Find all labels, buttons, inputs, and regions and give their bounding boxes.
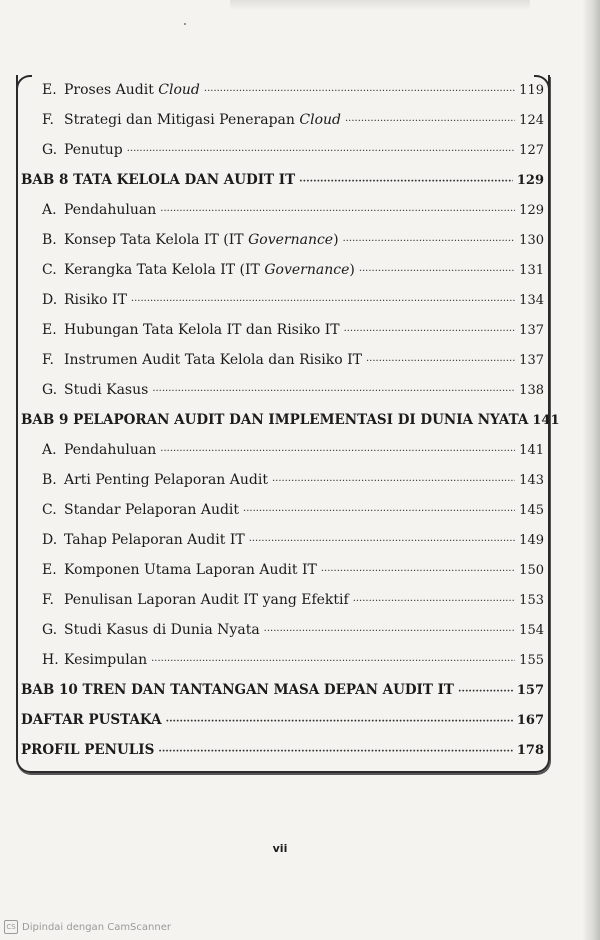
toc-section-row (20, 225, 544, 255)
toc-title-text: Kesimpulan (64, 652, 148, 668)
toc-page-number: 137 (519, 323, 544, 338)
toc-section-letter: F. (42, 592, 54, 608)
toc-leader-dots (299, 165, 513, 195)
toc-title-text: Hubungan Tata Kelola IT dan Risiko IT (64, 322, 340, 338)
toc-title-text: Risiko IT (64, 292, 127, 308)
toc-chapter-row (20, 675, 544, 705)
toc-section-letter: G. (42, 622, 58, 638)
toc-title-text: Pendahuluan (64, 202, 157, 218)
toc-entry-title (64, 555, 317, 585)
toc-leader-dots (272, 465, 515, 495)
toc-leader-dots (158, 735, 513, 765)
toc-entry-title (64, 495, 239, 525)
toc-section-row (20, 495, 544, 525)
table-of-contents (20, 75, 560, 765)
toc-page-number: 178 (516, 743, 544, 758)
toc-entry-title (64, 345, 362, 375)
toc-entry-title (21, 675, 454, 705)
toc-entry-title (64, 315, 340, 345)
toc-leader-dots (264, 615, 516, 645)
toc-section-letter: E. (42, 322, 57, 338)
toc-entry-title (64, 375, 148, 405)
toc-section-letter: B. (42, 472, 57, 488)
toc-section-row (20, 465, 544, 495)
toc-section-row (20, 195, 544, 225)
toc-section-letter: A. (42, 202, 57, 218)
toc-entry-title (21, 405, 528, 435)
toc-section-row (20, 375, 544, 405)
toc-leader-dots (249, 525, 515, 555)
toc-chapter-row (20, 705, 544, 735)
toc-page-number: 150 (519, 563, 544, 578)
toc-entry-title (64, 615, 260, 645)
toc-leader-dots (359, 255, 515, 285)
toc-page-number: 143 (519, 473, 544, 488)
toc-section-letter: C. (42, 502, 57, 518)
toc-section-row (20, 255, 544, 285)
toc-leader-dots (131, 285, 515, 315)
toc-section-letter: D. (42, 532, 58, 548)
toc-leader-dots (458, 675, 513, 705)
toc-chapter-row (20, 735, 544, 765)
toc-title-text: Penutup (64, 142, 123, 158)
toc-leader-dots (152, 375, 515, 405)
page-edge-shadow (582, 0, 600, 940)
toc-page-number: 119 (519, 83, 544, 98)
toc-leader-dots (321, 555, 515, 585)
toc-title-italic: Cloud (299, 112, 341, 128)
toc-page-number: 155 (519, 653, 544, 668)
toc-page-number: 145 (519, 503, 544, 518)
toc-section-row (20, 135, 544, 165)
toc-leader-dots (353, 585, 515, 615)
toc-title-text: Tahap Pelaporan Audit IT (64, 532, 245, 548)
toc-page-number: 137 (519, 353, 544, 368)
toc-section-letter: G. (42, 142, 58, 158)
toc-title-text: Studi Kasus (64, 382, 149, 398)
toc-section-letter: H. (42, 652, 59, 668)
toc-title-text: BAB 10 TREN DAN TANTANGAN MASA DEPAN AUDIT IT (21, 682, 454, 698)
toc-leader-dots (344, 315, 516, 345)
toc-leader-dots (160, 195, 515, 225)
toc-leader-dots (127, 135, 515, 165)
toc-title-text: Pendahuluan (64, 442, 157, 458)
toc-section-row (20, 315, 544, 345)
toc-page-number: 141 (519, 443, 544, 458)
toc-section-row (20, 75, 544, 105)
toc-title-text: Studi Kasus di Dunia Nyata (64, 622, 260, 638)
toc-title-text: Instrumen Audit Tata Kelola dan Risiko IT (64, 352, 362, 368)
toc-title-text: BAB 8 TATA KELOLA DAN AUDIT IT (21, 172, 296, 188)
toc-section-row (20, 345, 544, 375)
toc-page-number: 167 (516, 713, 544, 728)
toc-section-row (20, 285, 544, 315)
toc-entry-title (64, 285, 127, 315)
toc-entry-title (64, 225, 339, 255)
toc-leader-dots (160, 435, 515, 465)
toc-entry-title (64, 105, 341, 135)
toc-page-number: 157 (516, 683, 544, 698)
scan-speck (184, 23, 186, 25)
toc-page-number: 141 (532, 413, 560, 428)
toc-page-number: 127 (519, 143, 544, 158)
toc-section-letter: B. (42, 232, 57, 248)
toc-entry-title (64, 435, 156, 465)
toc-section-letter: C. (42, 262, 57, 278)
toc-page-number: 130 (519, 233, 544, 248)
toc-entry-title (64, 645, 147, 675)
toc-section-letter: F. (42, 112, 54, 128)
toc-title-text: Komponen Utama Laporan Audit IT (64, 562, 317, 578)
toc-title-text: Strategi dan Mitigasi Penerapan (64, 112, 300, 128)
toc-leader-dots (343, 225, 516, 255)
toc-chapter-row (20, 405, 560, 435)
toc-page-number: 138 (519, 383, 544, 398)
toc-section-row (20, 435, 544, 465)
toc-page-number: 129 (519, 203, 544, 218)
toc-section-row (20, 555, 544, 585)
toc-section-letter: A. (42, 442, 57, 458)
toc-section-letter: E. (42, 82, 57, 98)
toc-section-row (20, 645, 544, 675)
toc-entry-title (21, 735, 154, 765)
toc-page-number: 129 (516, 173, 544, 188)
toc-entry-title (64, 135, 123, 165)
toc-entry-title (64, 465, 268, 495)
toc-leader-dots (151, 645, 515, 675)
toc-leader-dots (345, 105, 515, 135)
toc-entry-title (21, 165, 295, 195)
toc-section-letter: E. (42, 562, 57, 578)
toc-chapter-row (20, 165, 544, 195)
toc-title-text: Penulisan Laporan Audit IT yang Efektif (64, 592, 349, 608)
toc-title-text: ) (349, 262, 355, 278)
scan-smudge (230, 0, 530, 10)
toc-title-text: ) (333, 232, 339, 248)
toc-title-text: DAFTAR PUSTAKA (21, 712, 162, 728)
toc-title-text: Proses Audit (64, 82, 159, 98)
toc-entry-title (64, 75, 200, 105)
toc-entry-title (64, 255, 355, 285)
toc-title-text: BAB 9 PELAPORAN AUDIT DAN IMPLEMENTASI DI DUNIA NYATA (21, 412, 529, 428)
toc-leader-dots (204, 75, 515, 105)
toc-section-row (20, 615, 544, 645)
toc-section-letter: D. (42, 292, 58, 308)
camscanner-logo-icon: CS (4, 920, 18, 934)
toc-title-italic: Cloud (158, 82, 200, 98)
toc-section-row (20, 105, 544, 135)
toc-entry-title (64, 525, 245, 555)
toc-section-letter: F. (42, 352, 54, 368)
toc-title-text: Konsep Tata Kelola IT (IT (64, 232, 249, 248)
scanner-watermark (4, 920, 171, 934)
toc-title-italic: Governance (264, 262, 350, 278)
toc-title-text: Arti Penting Pelaporan Audit (64, 472, 268, 488)
toc-page-number: 134 (519, 293, 544, 308)
toc-leader-dots (166, 705, 513, 735)
scanner-label: Dipindai dengan CamScanner (22, 921, 171, 933)
toc-leader-dots (243, 495, 515, 525)
toc-title-text: Kerangka Tata Kelola IT (IT (64, 262, 265, 278)
toc-page-number: 131 (519, 263, 544, 278)
page-number: vii (272, 842, 288, 855)
toc-page-number: 153 (519, 593, 544, 608)
toc-section-row (20, 585, 544, 615)
toc-section-row (20, 525, 544, 555)
toc-title-italic: Governance (248, 232, 334, 248)
toc-entry-title (21, 705, 162, 735)
toc-page-number: 154 (519, 623, 544, 638)
toc-page-number: 124 (519, 113, 544, 128)
toc-title-text: PROFIL PENULIS (21, 742, 155, 758)
toc-title-text: Standar Pelaporan Audit (64, 502, 240, 518)
toc-entry-title (64, 585, 349, 615)
toc-section-letter: G. (42, 382, 58, 398)
toc-entry-title (64, 195, 156, 225)
toc-page-number: 149 (519, 533, 544, 548)
toc-leader-dots (366, 345, 515, 375)
